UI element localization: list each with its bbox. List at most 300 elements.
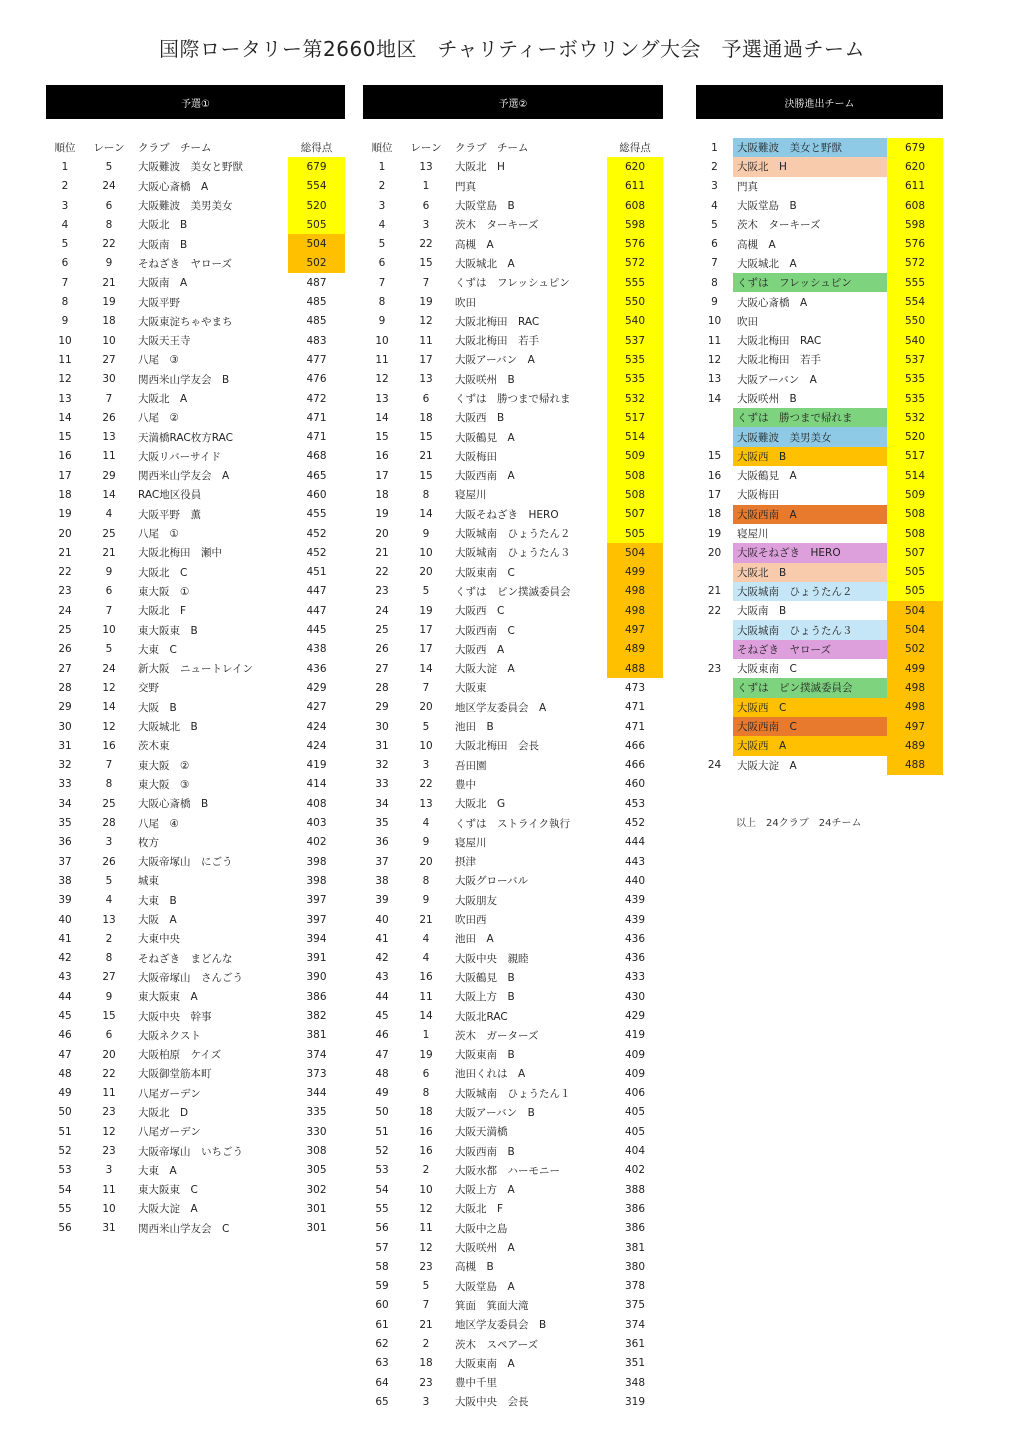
- team-cell: 大阪難波 美男美女: [138, 200, 233, 213]
- lane-cell: 19: [419, 1048, 433, 1061]
- table-row: [363, 563, 663, 582]
- team-cell: 大阪アーバン A: [737, 373, 817, 386]
- table-row: [46, 312, 345, 331]
- rank-cell: 18: [58, 488, 72, 501]
- lane-cell: 9: [105, 566, 113, 579]
- table-row: [46, 1199, 345, 1218]
- rank-cell: 48: [58, 1067, 72, 1080]
- table-row: [46, 968, 345, 987]
- lane-cell: 8: [105, 778, 113, 791]
- col-team: クラブ チーム: [138, 142, 212, 155]
- team-cell: 大阪堂島 B: [455, 200, 515, 213]
- team-cell: 大阪城南 ひょうたん２: [733, 582, 887, 601]
- table-row: [46, 601, 345, 620]
- table-row: [363, 1238, 663, 1257]
- lane-cell: 11: [419, 1222, 433, 1235]
- score-cell: 608: [607, 196, 663, 215]
- table-row: [46, 620, 345, 639]
- team-cell: 大東中央: [138, 933, 180, 946]
- score-cell: 507: [887, 543, 943, 562]
- score-cell: 397: [306, 894, 327, 907]
- team-cell: 大阪東: [455, 682, 487, 695]
- team-cell: 大阪鶴見 B: [455, 971, 515, 984]
- score-cell: 430: [624, 990, 646, 1003]
- table-header-row: [363, 138, 663, 157]
- rank-cell: 25: [58, 624, 72, 637]
- team-cell: 大阪東南 B: [455, 1049, 515, 1062]
- rank-cell: 22: [58, 566, 72, 579]
- rank-cell: 50: [375, 1106, 389, 1119]
- team-cell: 寝屋川: [455, 489, 487, 502]
- team-cell: 大阪西 A: [455, 643, 505, 656]
- team-cell: 大阪西 B: [455, 412, 505, 425]
- score-cell: 498: [607, 601, 663, 620]
- lane-cell: 10: [419, 1183, 433, 1196]
- table-row: [696, 447, 943, 466]
- score-cell: 419: [624, 1029, 646, 1042]
- lane-cell: 21: [419, 913, 433, 926]
- rank-cell: 19: [707, 527, 722, 540]
- qualifier-2-header: 予選②: [363, 85, 663, 119]
- table-row: [363, 1084, 663, 1103]
- lane-cell: 16: [102, 739, 116, 752]
- score-cell: 436: [306, 662, 327, 675]
- team-cell: 大阪西南 C: [733, 717, 887, 736]
- score-cell: 499: [607, 563, 663, 582]
- score-cell: 348: [624, 1376, 646, 1389]
- team-cell: 関西米山学友会 B: [138, 373, 230, 386]
- team-cell: 大阪南 B: [138, 238, 188, 251]
- team-cell: 大阪西南 A: [455, 470, 515, 483]
- score-cell: 532: [607, 389, 663, 408]
- rank-cell: 5: [378, 238, 386, 251]
- team-cell: 寝屋川: [737, 528, 769, 541]
- lane-cell: 6: [422, 199, 430, 212]
- table-row: [696, 582, 943, 601]
- score-cell: 499: [887, 659, 943, 678]
- score-cell: 476: [306, 373, 327, 386]
- score-cell: 398: [306, 874, 327, 887]
- rank-cell: 22: [375, 566, 389, 579]
- rank-cell: 38: [58, 874, 72, 887]
- rank-cell: 24: [58, 604, 72, 617]
- table-row: [46, 1045, 345, 1064]
- team-cell: RAC地区役員: [138, 489, 202, 502]
- rank-cell: 30: [375, 720, 389, 733]
- lane-cell: 31: [102, 1222, 116, 1235]
- team-cell: そねざき まどんな: [138, 952, 233, 965]
- team-cell: 摂津: [455, 856, 476, 869]
- lane-cell: 16: [419, 1145, 433, 1158]
- table-row: [696, 736, 943, 755]
- lane-cell: 17: [419, 624, 433, 637]
- table-row: [46, 466, 345, 485]
- rank-cell: 40: [375, 913, 389, 926]
- lane-cell: 7: [105, 392, 113, 405]
- rank-cell: 62: [375, 1338, 389, 1351]
- score-cell: 554: [887, 292, 943, 311]
- table-row: [46, 871, 345, 890]
- team-cell: 八尾 ②: [138, 412, 179, 425]
- score-cell: 466: [624, 759, 646, 772]
- qualifier-1-header-bar: [46, 85, 345, 119]
- team-cell: くずは 勝つまで帰れま: [455, 393, 571, 405]
- team-cell: 大阪鶴見 A: [455, 431, 515, 444]
- rank-cell: 28: [375, 681, 389, 694]
- rank-cell: 17: [375, 469, 389, 482]
- rank-cell: 2: [61, 180, 69, 193]
- team-cell: 大阪北 C: [138, 566, 188, 579]
- rank-cell: 13: [707, 373, 722, 386]
- table-row: [46, 948, 345, 967]
- team-cell: 大阪北RAC: [455, 1010, 508, 1023]
- rank-cell: 41: [375, 932, 389, 945]
- table-row: [363, 157, 663, 176]
- rank-cell: 10: [707, 315, 722, 328]
- rank-cell: 21: [58, 546, 72, 559]
- team-cell: 大阪東南 A: [455, 1357, 515, 1370]
- lane-cell: 20: [419, 855, 433, 868]
- team-cell: 大阪堂島 A: [455, 1280, 515, 1293]
- table-row: [363, 215, 663, 234]
- team-cell: 大阪中央 会長: [455, 1396, 529, 1409]
- table-row: [46, 485, 345, 504]
- rank-cell: 29: [375, 701, 389, 714]
- team-cell: 東大阪 ②: [138, 759, 190, 772]
- score-cell: 598: [887, 215, 943, 234]
- rank-cell: 32: [375, 759, 389, 772]
- score-cell: 419: [306, 759, 327, 772]
- table-row: [363, 736, 663, 755]
- rank-cell: 11: [375, 353, 389, 366]
- score-cell: 319: [624, 1395, 646, 1408]
- score-cell: 520: [288, 196, 345, 215]
- score-cell: 405: [624, 1125, 646, 1138]
- score-cell: 504: [887, 601, 943, 620]
- lane-cell: 22: [102, 238, 116, 251]
- rank-cell: 49: [375, 1087, 389, 1100]
- lane-cell: 13: [419, 160, 433, 173]
- lane-cell: 13: [102, 431, 116, 444]
- table-row: [696, 756, 943, 775]
- team-cell: 大阪北 F: [138, 605, 187, 618]
- lane-cell: 11: [419, 990, 433, 1003]
- rank-cell: 46: [58, 1029, 72, 1042]
- table-row: [696, 427, 943, 446]
- rank-cell: 1: [711, 141, 718, 154]
- rank-cell: 55: [58, 1202, 72, 1215]
- team-cell: 大阪西南 B: [455, 1145, 515, 1158]
- rank-cell: 3: [61, 199, 69, 212]
- score-cell: 497: [607, 620, 663, 639]
- lane-cell: 3: [422, 759, 430, 772]
- rank-cell: 20: [707, 546, 722, 559]
- table-row: [363, 524, 663, 543]
- score-cell: 485: [306, 296, 327, 309]
- score-cell: 361: [624, 1338, 646, 1351]
- lane-cell: 6: [105, 1029, 113, 1042]
- rank-cell: [696, 640, 733, 659]
- rank-cell: [696, 736, 733, 755]
- team-cell: 大阪北 G: [455, 798, 506, 811]
- table-row: [696, 273, 943, 292]
- table-row: [46, 987, 345, 1006]
- team-cell: 八尾ガーデン: [138, 1126, 201, 1139]
- rank-cell: 8: [61, 296, 69, 309]
- score-cell: 608: [887, 196, 943, 215]
- col-score: 総得点: [300, 142, 333, 155]
- table-row: [363, 427, 663, 446]
- table-row: [696, 505, 943, 524]
- table-row: [46, 852, 345, 871]
- score-cell: 373: [306, 1067, 327, 1080]
- table-row: [46, 350, 345, 369]
- team-cell: くずは ピン撲滅委員会: [733, 678, 887, 697]
- table-row: [363, 543, 663, 562]
- team-cell: 大阪朋友: [455, 894, 497, 907]
- table-row: [46, 543, 345, 562]
- score-cell: 572: [607, 254, 663, 273]
- score-cell: 535: [607, 350, 663, 369]
- team-cell: 大阪北梅田 若手: [737, 354, 821, 367]
- lane-cell: 21: [419, 450, 433, 463]
- team-cell: 大阪上方 B: [455, 991, 515, 1004]
- table-row: [696, 389, 943, 408]
- score-cell: 505: [288, 215, 345, 234]
- team-cell: 大阪北梅田 若手: [455, 335, 539, 348]
- team-cell: 大阪西南 A: [733, 505, 887, 524]
- score-cell: 378: [624, 1280, 646, 1293]
- rank-cell: 58: [375, 1260, 389, 1273]
- lane-cell: 7: [105, 759, 113, 772]
- team-cell: 大阪城北 B: [138, 721, 198, 734]
- rank-cell: 23: [375, 585, 389, 598]
- team-cell: 茨木 スペアーズ: [455, 1338, 539, 1351]
- table-row: [363, 1354, 663, 1373]
- lane-cell: 23: [419, 1376, 433, 1389]
- table-row: [363, 659, 663, 678]
- rank-cell: 9: [378, 315, 386, 328]
- rank-cell: 23: [707, 662, 722, 675]
- lane-cell: 8: [105, 952, 113, 965]
- team-cell: 大阪咲州 B: [455, 373, 515, 386]
- score-cell: 335: [306, 1106, 327, 1119]
- team-cell: 城東: [138, 875, 159, 888]
- table-row: [363, 1296, 663, 1315]
- team-cell: 大阪御堂筋本町: [138, 1068, 212, 1081]
- rank-cell: 13: [375, 392, 389, 405]
- team-cell: 大阪西 C: [455, 605, 505, 618]
- rank-cell: 38: [375, 874, 389, 887]
- table-row: [363, 601, 663, 620]
- lane-cell: 18: [419, 1106, 433, 1119]
- table-row: [696, 543, 943, 562]
- rank-cell: [696, 427, 733, 446]
- lane-cell: 27: [102, 353, 116, 366]
- table-row: [46, 736, 345, 755]
- score-cell: 374: [624, 1318, 646, 1331]
- lane-cell: 18: [419, 411, 433, 424]
- rank-cell: 15: [707, 450, 722, 463]
- rank-cell: 20: [58, 527, 72, 540]
- rank-cell: 17: [58, 469, 72, 482]
- table-row: [46, 408, 345, 427]
- team-cell: 東大阪東 A: [138, 991, 198, 1004]
- table-row: [46, 331, 345, 350]
- lane-cell: 9: [105, 990, 113, 1003]
- lane-cell: 25: [102, 797, 116, 810]
- lane-cell: 22: [419, 238, 433, 251]
- score-cell: 427: [306, 701, 327, 714]
- rank-cell: 15: [375, 431, 389, 444]
- score-cell: 550: [607, 292, 663, 311]
- rank-cell: 37: [375, 855, 389, 868]
- table-row: [696, 659, 943, 678]
- rank-cell: 42: [58, 952, 72, 965]
- lane-cell: 10: [102, 624, 116, 637]
- rank-cell: 8: [378, 296, 386, 309]
- table-row: [46, 813, 345, 832]
- lane-cell: 4: [422, 952, 430, 965]
- rank-cell: 45: [375, 1010, 389, 1022]
- team-cell: 大阪城南 ひょうたん１: [455, 1087, 571, 1100]
- lane-cell: 2: [105, 932, 113, 945]
- lane-cell: 26: [102, 411, 116, 424]
- score-cell: 554: [288, 177, 345, 196]
- table-row: [363, 389, 663, 408]
- rank-cell: 34: [58, 797, 72, 810]
- team-cell: 大阪中央 親睦: [455, 952, 529, 965]
- team-cell: 大阪北 D: [138, 1106, 189, 1119]
- score-cell: 439: [624, 913, 646, 926]
- table-row: [363, 620, 663, 639]
- lane-cell: 14: [102, 701, 116, 714]
- lane-cell: 13: [419, 797, 433, 810]
- table-row: [46, 929, 345, 948]
- team-cell: 大阪難波 美男美女: [733, 427, 887, 446]
- rank-cell: 12: [375, 373, 389, 386]
- table-row: [363, 505, 663, 524]
- rank-cell: 52: [58, 1145, 72, 1158]
- table-row: [363, 717, 663, 736]
- score-cell: 498: [887, 698, 943, 717]
- lane-cell: 5: [105, 160, 113, 173]
- score-cell: 485: [306, 315, 327, 328]
- score-cell: 390: [306, 971, 327, 984]
- score-cell: 344: [306, 1087, 327, 1100]
- rank-cell: 63: [375, 1357, 389, 1370]
- rank-cell: 10: [375, 334, 389, 347]
- score-cell: 466: [624, 739, 646, 752]
- team-cell: 大阪城南 ひょうたん３: [733, 620, 887, 639]
- rank-cell: 5: [61, 238, 69, 251]
- table-row: [46, 1219, 345, 1238]
- qualifier-2-header-bar: [363, 85, 663, 119]
- lane-cell: 17: [419, 643, 433, 656]
- team-cell: 門真: [737, 180, 758, 193]
- score-cell: 302: [306, 1183, 327, 1196]
- score-cell: 406: [624, 1087, 646, 1100]
- team-cell: 大阪南 A: [138, 277, 188, 290]
- lane-cell: 5: [422, 585, 430, 598]
- rank-cell: 23: [58, 585, 72, 598]
- score-cell: 507: [607, 505, 663, 524]
- score-cell: 381: [306, 1029, 327, 1042]
- rank-cell: 33: [58, 778, 72, 791]
- rank-cell: 65: [375, 1395, 389, 1408]
- score-cell: 452: [306, 546, 327, 559]
- score-cell: 388: [624, 1183, 646, 1196]
- score-cell: 537: [887, 350, 943, 369]
- lane-cell: 19: [419, 296, 433, 309]
- score-cell: 508: [887, 505, 943, 524]
- table-row: [696, 698, 943, 717]
- score-cell: 380: [624, 1260, 646, 1273]
- rank-cell: 51: [58, 1125, 72, 1138]
- table-row: [696, 138, 943, 157]
- table-row: [363, 1180, 663, 1199]
- table-row: [363, 485, 663, 504]
- score-cell: 471: [624, 720, 646, 733]
- team-cell: 大阪北 H: [455, 161, 505, 174]
- lane-cell: 8: [105, 218, 113, 231]
- rank-cell: 7: [378, 276, 386, 289]
- team-cell: 東大阪東 C: [138, 1184, 198, 1197]
- score-cell: 679: [288, 157, 345, 176]
- score-cell: 473: [624, 681, 646, 694]
- rank-cell: 25: [375, 624, 389, 637]
- lane-cell: 22: [419, 778, 433, 791]
- team-cell: 地区学友委員会 B: [455, 1319, 547, 1332]
- lane-cell: 10: [419, 739, 433, 752]
- table-row: [46, 1161, 345, 1180]
- score-cell: 504: [288, 234, 345, 253]
- rank-cell: 27: [58, 662, 72, 675]
- score-cell: 550: [887, 312, 943, 331]
- table-row: [696, 157, 943, 176]
- table-row: [363, 1277, 663, 1296]
- score-cell: 514: [887, 466, 943, 485]
- rank-cell: 13: [58, 392, 72, 405]
- team-cell: 寝屋川: [455, 836, 487, 849]
- team-cell: 大阪天満橋: [455, 1126, 508, 1139]
- rank-cell: 14: [58, 411, 72, 424]
- lane-cell: 17: [419, 353, 433, 366]
- score-cell: 440: [624, 874, 646, 887]
- score-cell: 502: [887, 640, 943, 659]
- table-row: [696, 678, 943, 697]
- table-row: [46, 215, 345, 234]
- team-cell: 茨木 ターキーズ: [737, 219, 821, 232]
- rank-cell: 44: [58, 990, 72, 1003]
- team-cell: 大阪上方 A: [455, 1184, 515, 1197]
- team-cell: 東大阪 ①: [138, 585, 190, 598]
- score-cell: 424: [306, 739, 327, 752]
- lane-cell: 8: [422, 1087, 430, 1100]
- lane-cell: 10: [419, 546, 433, 559]
- team-cell: 大阪咲州 A: [455, 1242, 515, 1255]
- rank-cell: 16: [375, 450, 389, 463]
- table-row: [363, 1161, 663, 1180]
- score-cell: 409: [624, 1048, 646, 1061]
- team-cell: 大阪ネクスト: [138, 1029, 201, 1042]
- team-cell: 大阪リバーサイド: [138, 450, 221, 463]
- table-row: [46, 1064, 345, 1083]
- table-row: [363, 1064, 663, 1083]
- table-row: [363, 466, 663, 485]
- team-cell: 大阪西 A: [733, 736, 887, 755]
- team-cell: 大阪そねざき HERO: [733, 543, 887, 562]
